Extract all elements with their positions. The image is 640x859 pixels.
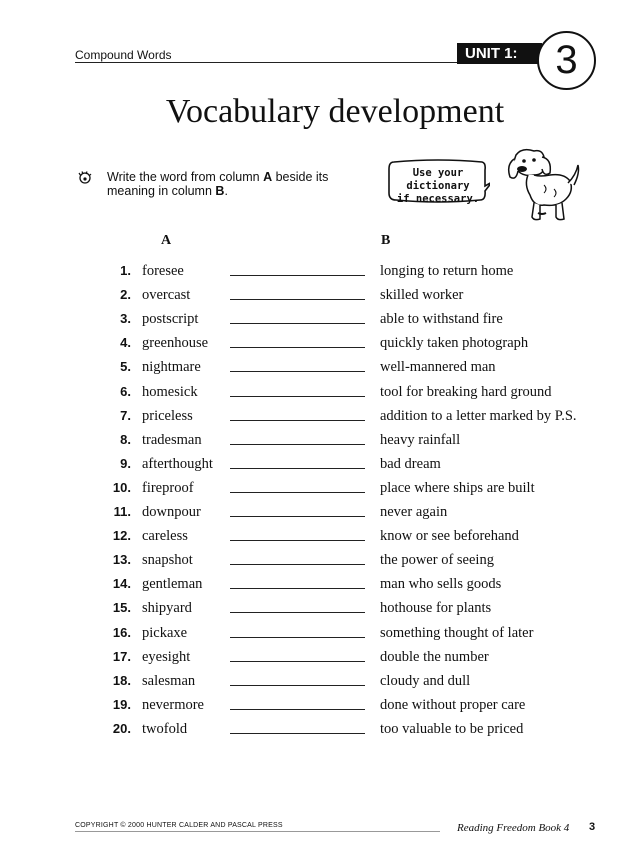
exercise-row: [0, 697, 640, 721]
answer-blank[interactable]: [230, 637, 365, 638]
section-label: Compound Words: [75, 48, 172, 62]
answer-blank[interactable]: [230, 371, 365, 372]
column-b-meaning: double the number: [380, 648, 489, 665]
answer-blank[interactable]: [230, 612, 365, 613]
column-b-meaning: addition to a letter marked by P.S.: [380, 407, 577, 424]
page-title: Vocabulary development: [165, 93, 505, 130]
exercise-row: [0, 335, 640, 359]
column-b-meaning: hothouse for plants: [380, 600, 492, 617]
column-b-meaning: man who sells goods: [380, 576, 502, 593]
column-a-word: tradesman: [142, 431, 202, 448]
column-a-word: fireproof: [142, 479, 194, 496]
column-b-meaning: never again: [380, 504, 448, 520]
column-b-meaning: able to withstand fire: [380, 311, 503, 328]
exercise-row: [0, 552, 640, 576]
dog-illustration: [494, 145, 584, 225]
exercise-row: [0, 384, 640, 408]
item-number: 20.: [112, 720, 131, 736]
column-a-word: greenhouse: [142, 335, 209, 352]
item-number: 12.: [112, 528, 131, 544]
exercise-row: [0, 456, 640, 480]
answer-blank[interactable]: [230, 516, 365, 517]
exercise-row: [0, 359, 640, 383]
exercise-row: [0, 528, 640, 552]
item-number: 19.: [112, 696, 131, 712]
item-number: 18.: [112, 672, 131, 688]
item-number: 7.: [120, 407, 131, 423]
column-a-word: eyesight: [142, 648, 191, 665]
answer-blank[interactable]: [230, 444, 365, 445]
column-b-meaning: place where ships are built: [380, 479, 535, 496]
item-number: 11.: [113, 504, 131, 519]
answer-blank[interactable]: [230, 275, 365, 276]
column-a-word: afterthought: [142, 455, 213, 472]
column-a-word: gentleman: [142, 576, 203, 593]
answer-blank[interactable]: [230, 709, 365, 710]
unit-label: UNIT 1:: [457, 43, 542, 64]
column-a-word: shipyard: [142, 600, 192, 617]
column-b-meaning: longing to return home: [380, 263, 514, 279]
column-a-word: careless: [142, 528, 188, 545]
exercise-row: [0, 311, 640, 335]
column-b-meaning: bad dream: [380, 455, 441, 472]
item-number: 15.: [112, 600, 131, 616]
bubble-line-1: Use your dictionary: [406, 167, 470, 192]
column-b-meaning: too valuable to be priced: [380, 720, 524, 737]
column-a-word: pickaxe: [142, 624, 188, 641]
answer-blank[interactable]: [230, 492, 365, 493]
item-number: 5.: [120, 359, 131, 375]
column-a-word: nevermore: [142, 696, 204, 713]
instruction-text: Write the word from column A beside its meaning in column B.: [107, 170, 329, 198]
item-number: 10.: [112, 479, 131, 495]
exercise-row: [0, 649, 640, 673]
item-number: 3.: [120, 311, 131, 327]
exercise-row: [0, 432, 640, 456]
exercise-row: [0, 600, 640, 624]
column-b-meaning: cloudy and dull: [380, 672, 471, 689]
answer-blank[interactable]: [230, 540, 365, 541]
item-number: 8.: [120, 431, 131, 447]
item-number: 16.: [112, 624, 131, 640]
column-b-meaning: skilled worker: [380, 287, 464, 304]
book-title: Reading Freedom Book 4: [457, 822, 570, 834]
exercise-row: [0, 287, 640, 311]
pencil-hand-icon: [78, 171, 92, 189]
exercise-row: [0, 263, 640, 287]
column-b-meaning: well-mannered man: [380, 359, 496, 376]
answer-blank[interactable]: [230, 733, 365, 734]
column-b-meaning: know or see beforehand: [380, 528, 519, 545]
column-a-word: salesman: [142, 672, 196, 689]
exercise-row: [0, 504, 640, 528]
page-number: 3: [589, 821, 596, 833]
column-b-meaning: tool for breaking hard ground: [380, 383, 552, 400]
column-a-word: snapshot: [142, 552, 193, 569]
footer-rule: [75, 831, 440, 832]
item-number: 9.: [120, 455, 131, 471]
column-a-word: homesick: [142, 383, 198, 400]
column-b-heading: B: [381, 233, 391, 248]
column-a-word: postscript: [142, 311, 199, 328]
answer-blank[interactable]: [230, 661, 365, 662]
column-a-heading: A: [161, 233, 172, 248]
item-number: 2.: [120, 287, 131, 303]
answer-blank[interactable]: [230, 396, 365, 397]
answer-blank[interactable]: [230, 420, 365, 421]
answer-blank[interactable]: [230, 299, 365, 300]
column-b-meaning: quickly taken photograph: [380, 335, 529, 352]
unit-number: 3: [537, 31, 596, 90]
exercise-row: [0, 721, 640, 745]
column-a-word: downpour: [142, 504, 201, 520]
item-number: 6.: [120, 383, 131, 399]
column-b-meaning: heavy rainfall: [380, 431, 461, 448]
exercise-row: [0, 576, 640, 600]
answer-blank[interactable]: [230, 468, 365, 469]
answer-blank[interactable]: [230, 685, 365, 686]
item-number: 14.: [112, 576, 131, 592]
item-number: 17.: [112, 648, 131, 664]
answer-blank[interactable]: [230, 347, 365, 348]
answer-blank[interactable]: [230, 588, 365, 589]
column-b-meaning: the power of seeing: [380, 552, 494, 569]
column-a-word: twofold: [142, 720, 188, 737]
item-number: 1.: [120, 263, 131, 278]
column-b-meaning: done without proper care: [380, 696, 526, 713]
column-a-word: overcast: [142, 287, 191, 304]
bubble-text: [393, 167, 483, 206]
answer-blank[interactable]: [230, 564, 365, 565]
column-b-meaning: something thought of later: [380, 624, 534, 641]
column-a-word: nightmare: [142, 359, 201, 376]
answer-blank[interactable]: [230, 323, 365, 324]
exercise-row: [0, 673, 640, 697]
exercise-row: [0, 408, 640, 432]
copyright-notice: COPYRIGHT © 2000 HUNTER CALDER AND PASCAL PRESS: [75, 822, 283, 829]
item-number: 13.: [112, 552, 131, 568]
item-number: 4.: [120, 335, 131, 351]
column-a-word: foresee: [142, 263, 184, 279]
column-a-word: priceless: [142, 407, 193, 424]
bubble-line-2: if necessary.: [396, 193, 480, 205]
exercise-row: [0, 625, 640, 649]
exercise-row: [0, 480, 640, 504]
